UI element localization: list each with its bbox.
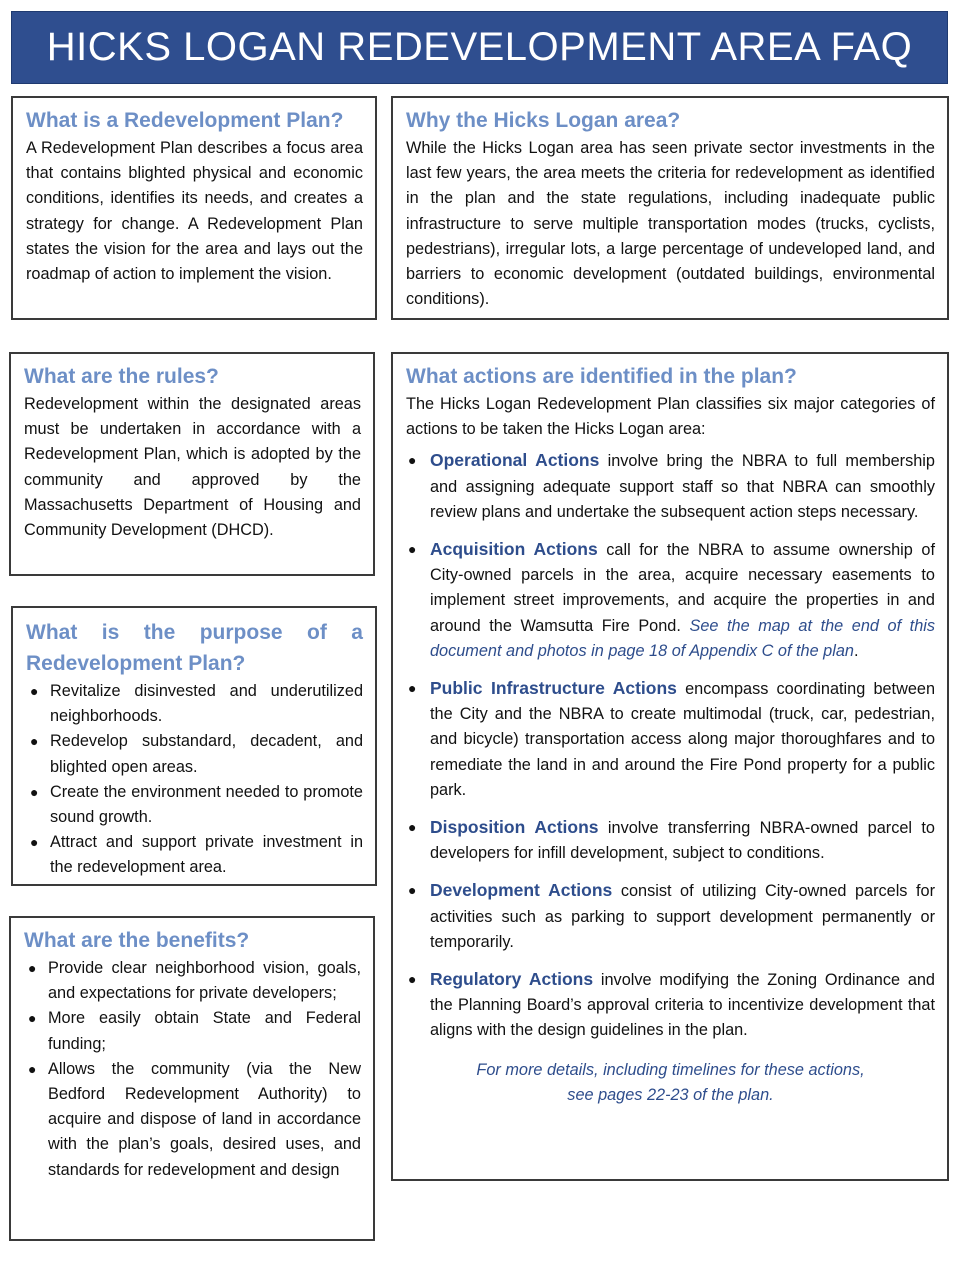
action-item: ● Acquisition Actions call for the NBRA to assume ownership of City-owned parcels in the area, acquire necessary easements to implement street improvements, and acquire the properties in and around the Wamsutta Fire Pond. See the map at the end of this document and photos in page 18 of Appendix C of the plan. (408, 539, 936, 660)
bullet-icon: ● (28, 1010, 37, 1027)
action-item: ● Development Actions consist of utilizing City-owned parcels for activities such as parking to support development permanently or temporarily. (408, 880, 935, 951)
list-item: ● Allows the community (via the New Bedford Redevelopment Authority) to acquire and dispose of land in accordance with the plan’s goals, desired uses, and standards for redevelopment and design (24, 1057, 361, 1183)
faq-what-is-plan (11, 96, 377, 320)
actions-list (406, 448, 935, 1043)
bullet-icon: ● (30, 733, 39, 750)
faq-rules (9, 352, 375, 576)
faq-body: A Redevelopment Plan describes a focus area that contains blighted physical and economic conditions, identifies its needs, and creates a strategy for change. A Redevelopment Plan states the vision for the area and lays out the roadmap of action to implement the vision. (26, 139, 363, 284)
bullet-icon: ● (28, 1060, 37, 1077)
action-note: See the map at the end of this document and photos in page 18 of Appendix C of the plan (430, 616, 936, 660)
actions-closing-note: For more details, including timelines for these actions, see pages 22-23 of the plan. (476, 1060, 865, 1104)
faq-heading: What are the benefits? (24, 929, 250, 952)
list-item: ● More easily obtain State and Federal funding; (24, 1006, 361, 1056)
action-title: Public Infrastructure Actions (430, 678, 677, 699)
faq-body: Redevelopment within the designated areas must be undertaken in accordance with a Redevelopment Plan, which is adopted by the community and approved by the Massachusetts Department of Housing and Community Development (DHCD). (24, 395, 361, 540)
action-title: Disposition Actions (430, 817, 599, 838)
faq-benefits (9, 916, 375, 1241)
list-item: ● Attract and support private investment in the redevelopment area. (26, 830, 363, 880)
faq-heading: What is a Redevelopment Plan? (26, 109, 344, 132)
list-item: ● Revitalize disinvested and underutilized neighborhoods. (26, 679, 363, 729)
list-item: ● Provide clear neighborhood vision, goals, and expectations for private developers; (24, 956, 361, 1006)
bullet-icon: ● (408, 971, 417, 988)
list-item: ● Create the environment needed to promote sound growth. (26, 780, 363, 830)
bullet-icon: ● (30, 783, 39, 800)
list-item: ● Redevelop substandard, decadent, and blighted open areas. (26, 729, 363, 779)
bullet-icon: ● (28, 960, 37, 976)
bullet-icon: ● (408, 680, 417, 697)
action-item: ● Public Infrastructure Actions encompass coordinating between the City and the NBRA to create multimodal (truck, car, pedestrian, and bicycle) transportation access along major thoroughfares and to remediate the land in and around the Fire Pond property for a public park. (408, 678, 936, 799)
faq-why-hicks-logan (391, 96, 949, 320)
bullet-icon: ● (30, 834, 39, 851)
faq-heading: What is the purpose of a Redevelopment Plan? (26, 621, 363, 675)
bullet-icon: ● (408, 819, 417, 836)
bullet-icon: ● (408, 882, 417, 899)
bullet-icon: ● (408, 452, 417, 469)
action-item: ● Regulatory Actions involve modifying the Zoning Ordinance and the Planning Board’s approval criteria to incentivize development that aligns with the design guidelines in the plan. (408, 969, 935, 1040)
faq-heading: Why the Hicks Logan area? (406, 109, 681, 132)
page-title-banner (11, 11, 948, 84)
faq-heading: What are the rules? (24, 365, 219, 388)
benefits-list (24, 956, 361, 1183)
faq-purpose (11, 606, 377, 886)
action-title: Operational Actions (430, 450, 600, 471)
actions-intro: The Hicks Logan Redevelopment Plan classifies six major categories of actions to be taken the Hicks Logan area: (406, 395, 935, 439)
faq-actions (391, 352, 949, 1181)
action-title: Development Actions (430, 880, 613, 901)
faq-body: While the Hicks Logan area has seen private sector investments in the last few years, the area meets the criteria for redevelopment as identified in the plan and the state regulations, including inadequate public infrastructure to serve multiple transportation modes (trucks, cyclists, pedestrians), irregular lots, a large percentage of undeveloped land, and barriers to economic development (outdated buildings, environmental conditions). (406, 139, 935, 309)
action-title: Regulatory Actions (430, 969, 594, 990)
action-item: ● Operational Actions involve bring the NBRA to full membership and assigning adequate support staff so that NBRA can smoothly review plans and undertake the subsequent action steps necessary. (408, 450, 935, 521)
action-title: Acquisition Actions (430, 539, 598, 560)
bullet-icon: ● (408, 541, 417, 558)
bullet-icon: ● (30, 683, 39, 699)
action-item: ● Disposition Actions involve transferring NBRA-owned parcel to developers for infill development, subject to conditions. (408, 817, 935, 863)
faq-heading: What actions are identified in the plan? (406, 365, 797, 388)
purpose-list (26, 679, 363, 881)
page-title: HICKS LOGAN REDEVELOPMENT AREA FAQ (46, 25, 913, 69)
